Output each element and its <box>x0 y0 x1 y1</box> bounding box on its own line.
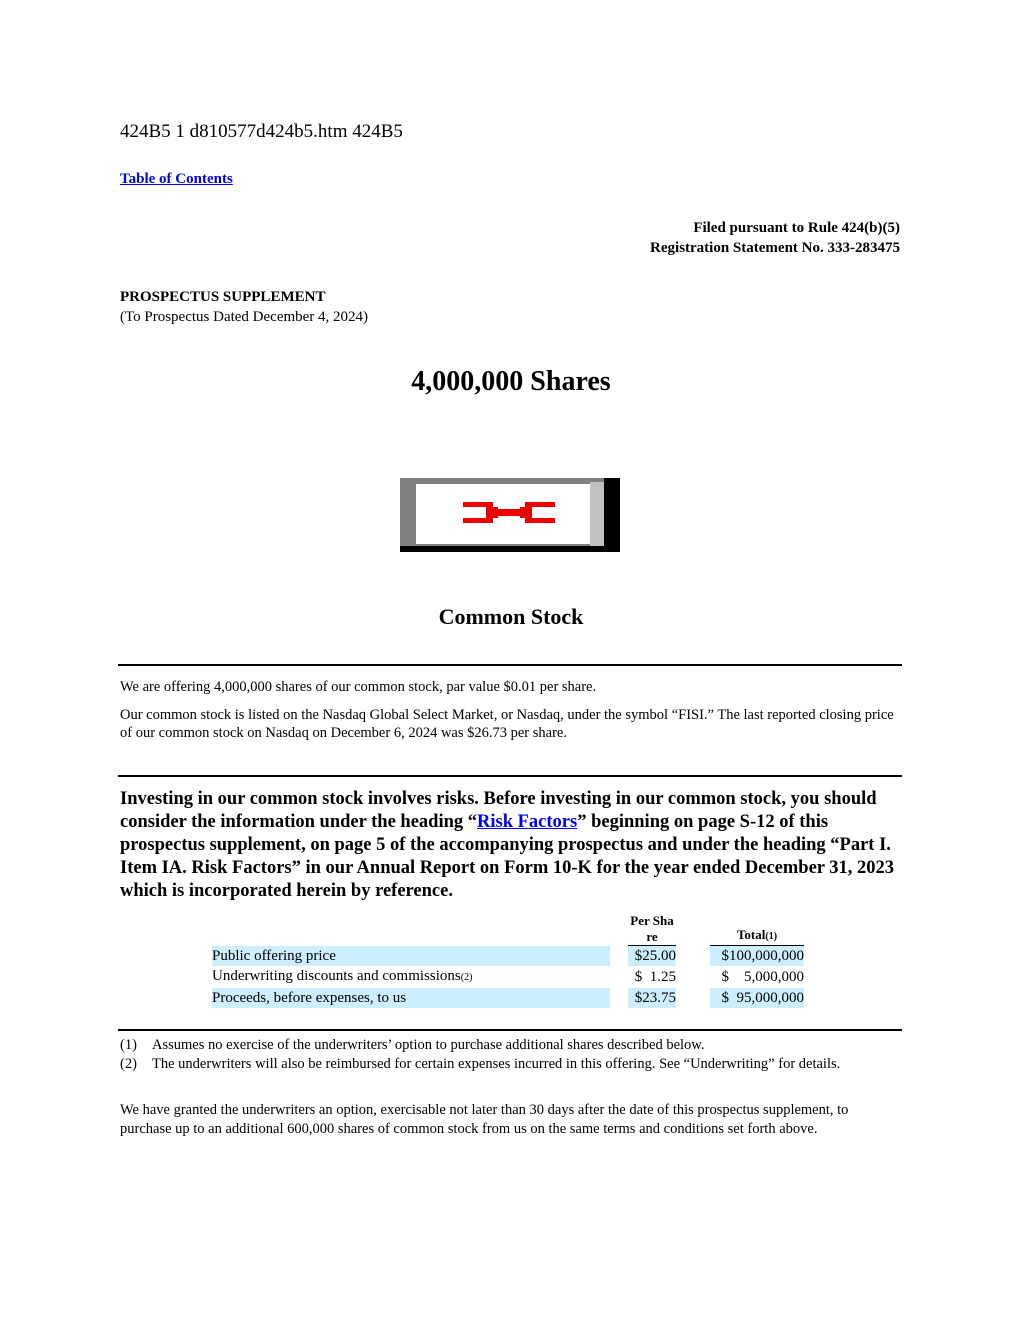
footnote <box>120 1055 900 1074</box>
document-id: 424B5 1 d810577d424b5.htm 424B5 <box>120 121 403 142</box>
row-label: Underwriting discounts and commissions <box>212 968 461 984</box>
footnote-number: (1) <box>120 1037 137 1053</box>
footnote-text: The underwriters will also be reimbursed for certain expenses incurred in this offering. See “Underwriting” for details. <box>152 1056 841 1072</box>
per-share-header-line2: re <box>646 929 658 944</box>
row-label: Proceeds, before expenses, to us <box>212 988 610 1008</box>
footnotes <box>120 1036 900 1074</box>
security-title: Common Stock <box>438 604 584 629</box>
table-row <box>212 988 804 1008</box>
risk-factors-link[interactable]: Risk Factors <box>477 812 578 832</box>
divider <box>118 775 902 777</box>
registration-number: Registration Statement No. 333-283475 <box>650 240 900 256</box>
divider <box>118 1029 902 1031</box>
per-share-header <box>628 913 676 946</box>
per-share-header-line1: Per Sha <box>630 913 674 928</box>
per-share-value: $ 1.25 <box>634 969 676 985</box>
listing-paragraph: Our common stock is listed on the Nasdaq Global Select Market, or Nasdaq, under the symbol “FISI.” The last reported closing price of our common stock on Nasdaq on December 6, 2024 was $26.73 per share. <box>120 707 894 741</box>
divider <box>118 664 902 666</box>
total-header: Total(1) <box>710 913 804 946</box>
supplement-heading <box>120 287 368 327</box>
total-footnote-ref: (1) <box>765 931 778 942</box>
footnote <box>120 1036 900 1055</box>
risk-warning <box>120 788 900 903</box>
total-value: $ 5,000,000 <box>721 969 804 985</box>
footnote-ref: (2) <box>460 972 473 983</box>
per-share-value: $23.75 <box>628 988 676 1008</box>
risk-text-before: Investing in our common stock involves risks. Before investing in our common stock, you should consider the information under the heading “ <box>120 789 877 832</box>
table-row <box>212 966 804 988</box>
offering-paragraph: We are offering 4,000,000 shares of our common stock, par value $0.01 per share. <box>120 679 597 695</box>
company-logo <box>400 478 620 552</box>
shares-title: 4,000,000 Shares <box>411 366 611 397</box>
option-paragraph: We have granted the underwriters an option, exercisable not later than 30 days after the date of this prospectus supplement, to purchase up to an additional 600,000 shares of common stock from us on the same terms and conditions set forth above. <box>120 1102 849 1137</box>
footnote-number: (2) <box>120 1056 137 1072</box>
per-share-value: $25.00 <box>628 946 676 966</box>
risk-text-after: ” beginning on page S-12 of this prospectus supplement, on page 5 of the accompanying prospectus and under the heading “Part I. Item IA. Risk Factors” in our Annual Report on Form 10-K for the year ended December 31, 2023 which is incorporated herein by reference. <box>120 812 895 901</box>
footnote-text: Assumes no exercise of the underwriters’ option to purchase additional shares described below. <box>152 1037 705 1053</box>
total-value: $100,000,000 <box>710 946 804 966</box>
row-label: Public offering price <box>212 946 610 966</box>
total-value: $ 95,000,000 <box>710 988 804 1008</box>
supplement-subtitle: (To Prospectus Dated December 4, 2024) <box>120 309 369 325</box>
table-of-contents-link[interactable]: Table of Contents <box>120 171 233 187</box>
pricing-table <box>212 913 804 1008</box>
filing-rule: Filed pursuant to Rule 424(b)(5) <box>693 220 900 236</box>
filing-info <box>650 218 900 258</box>
table-row <box>212 946 804 966</box>
supplement-title: PROSPECTUS SUPPLEMENT <box>120 289 326 305</box>
